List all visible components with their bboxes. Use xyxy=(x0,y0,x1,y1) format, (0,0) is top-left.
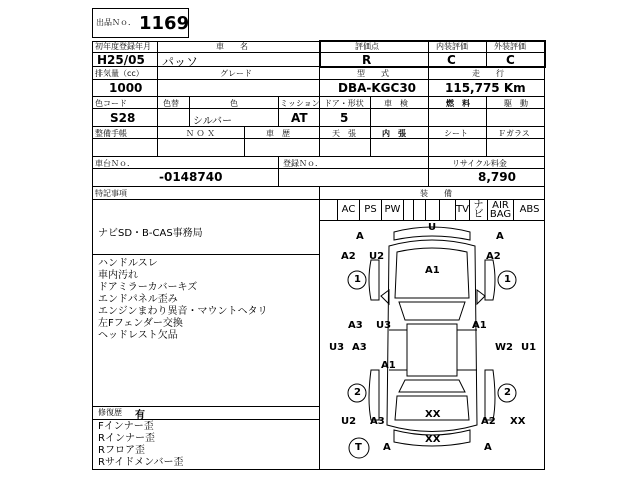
damage-mark: XX xyxy=(510,416,526,427)
damage-mark: XX xyxy=(425,409,441,420)
hdr-nox: Ｎ Ｏ Ｘ xyxy=(186,129,216,138)
damage-mark: T xyxy=(355,442,362,453)
hdr-equipment: 装 備 xyxy=(420,189,452,198)
damage-mark: A xyxy=(496,231,504,242)
hdr-model-name: 車 名 xyxy=(216,42,248,51)
remark-item: エンドパネル歪み xyxy=(98,294,178,305)
hdr-mileage: 走 行 xyxy=(472,69,504,78)
hdr-recycle: リサイクル料金 xyxy=(452,159,507,168)
hdr-chassis: 車台Ｎｏ． xyxy=(95,159,135,168)
hdr-color-code: 色コード xyxy=(95,99,127,108)
val-displacement: 1000 xyxy=(109,81,143,95)
equipment-cell xyxy=(425,199,439,220)
damage-mark: A3 xyxy=(352,342,367,353)
damage-mark: A3 xyxy=(348,320,363,331)
hdr-color: 色 xyxy=(230,99,238,108)
equipment-cell: PW xyxy=(381,199,403,220)
remark-item: 左Fフェンダー交換 xyxy=(98,318,183,329)
equipment-cell: TV xyxy=(455,199,469,220)
hdr-doors: ドア・形状 xyxy=(324,99,364,108)
val-mileage: 115,775 Km xyxy=(445,81,526,95)
wheel-number: 1 xyxy=(504,274,511,285)
val-transmission: AT xyxy=(291,111,308,125)
damage-mark: W2 xyxy=(495,342,513,353)
remark-item: エンジンまわり異音・マウントヘタリ xyxy=(98,306,268,317)
damage-mark: A xyxy=(484,442,492,453)
hdr-grade: グレード xyxy=(220,69,252,78)
damage-mark: U3 xyxy=(376,320,392,331)
equipment-row xyxy=(319,199,545,220)
wheel-number: 2 xyxy=(504,387,511,398)
damage-mark: A3 xyxy=(370,416,385,427)
damage-mark: A2 xyxy=(341,251,356,262)
lot-label: 出品Ｎｏ． xyxy=(96,18,136,27)
repair-item: Rフロア歪 xyxy=(98,445,145,456)
hdr-displacement: 排気量（cc） xyxy=(95,69,144,78)
repair-item: Fインナー歪 xyxy=(98,421,154,432)
hdr-type: 型 式 xyxy=(357,69,389,78)
equipment-cell xyxy=(403,199,413,220)
hdr-registration: 登録Ｎｏ． xyxy=(283,159,323,168)
damage-mark: A1 xyxy=(425,265,440,276)
score-box xyxy=(319,40,546,68)
hdr-score: 評価点 xyxy=(355,42,379,51)
equipment-cell: AC xyxy=(337,199,359,220)
val-color: シルバー xyxy=(193,116,233,127)
damage-mark: U1 xyxy=(521,342,537,353)
equipment-cell: AIR BAG xyxy=(487,199,513,220)
damage-mark: A xyxy=(356,231,364,242)
val-year: H25/05 xyxy=(97,53,145,67)
hdr-f-glass: Ｆガラス xyxy=(498,129,530,138)
hdr-notes: 特記事項 xyxy=(95,189,127,198)
hdr-exterior: 外装評価 xyxy=(494,42,526,51)
damage-mark: U2 xyxy=(341,416,357,427)
repair-item: Rインナー歪 xyxy=(98,433,155,444)
val-color-code: S28 xyxy=(110,111,136,125)
hdr-roof: 天 張 xyxy=(332,129,356,138)
damage-mark: U3 xyxy=(329,342,345,353)
damage-mark: A1 xyxy=(472,320,487,331)
lot-box xyxy=(92,8,189,38)
val-score: R xyxy=(362,53,372,67)
hdr-interior: 内装評価 xyxy=(436,42,468,51)
hdr-seat: シート xyxy=(444,129,468,138)
hdr-history: 車 歴 xyxy=(266,129,290,138)
damage-mark: A xyxy=(383,442,391,453)
hdr-fuel: 燃 料 xyxy=(446,99,470,108)
lot-number: 1169 xyxy=(139,13,190,34)
val-recycle: 8,790 xyxy=(478,170,516,184)
hdr-inner-roof: 内 張 xyxy=(382,129,406,138)
damage-mark: U xyxy=(428,222,437,233)
equipment-cell: PS xyxy=(359,199,381,220)
wheel-number: 2 xyxy=(354,387,361,398)
repair-list xyxy=(98,421,318,469)
equipment-cell: ABS xyxy=(513,199,545,220)
hdr-manual: 整備手帳 xyxy=(95,129,127,138)
notes-line: ナビSD・B-CAS事務局 xyxy=(98,228,203,239)
hdr-transmission: ミッション xyxy=(280,99,320,108)
car-diagram-labels xyxy=(319,220,545,470)
val-type: DBA-KGC30 xyxy=(338,81,417,95)
remark-item: ヘッドレスト欠品 xyxy=(98,330,178,341)
repair-item: Rサイドメンバー歪 xyxy=(98,457,184,468)
val-chassis: -0148740 xyxy=(159,170,223,184)
val-exterior: C xyxy=(506,53,515,67)
hdr-repair: 修復歴 xyxy=(98,408,122,417)
damage-mark: A1 xyxy=(381,360,396,371)
remark-item: ドアミラーカバーキズ xyxy=(98,282,198,293)
wheel-number: 1 xyxy=(354,274,361,285)
val-doors: 5 xyxy=(340,111,349,125)
hdr-drive: 駆 動 xyxy=(504,99,528,108)
hdr-color-tone: 色替 xyxy=(163,99,179,108)
val-interior: C xyxy=(447,53,456,67)
remark-item: 車内汚れ xyxy=(98,270,138,281)
hdr-year: 初年度登録年月 xyxy=(95,42,151,51)
equipment-cell: ナビ xyxy=(469,199,487,220)
damage-mark: A2 xyxy=(481,416,496,427)
val-repair: 有 xyxy=(135,410,145,421)
equipment-cell xyxy=(413,199,425,220)
damage-mark: U2 xyxy=(369,251,385,262)
remark-item: ハンドルスレ xyxy=(98,258,158,269)
equipment-cell xyxy=(439,199,455,220)
damage-mark: XX xyxy=(425,434,441,445)
damage-mark: A2 xyxy=(486,251,501,262)
remarks-list xyxy=(98,258,318,342)
val-model-name: パッソ xyxy=(162,55,199,69)
hdr-inspection: 車 検 xyxy=(384,99,408,108)
